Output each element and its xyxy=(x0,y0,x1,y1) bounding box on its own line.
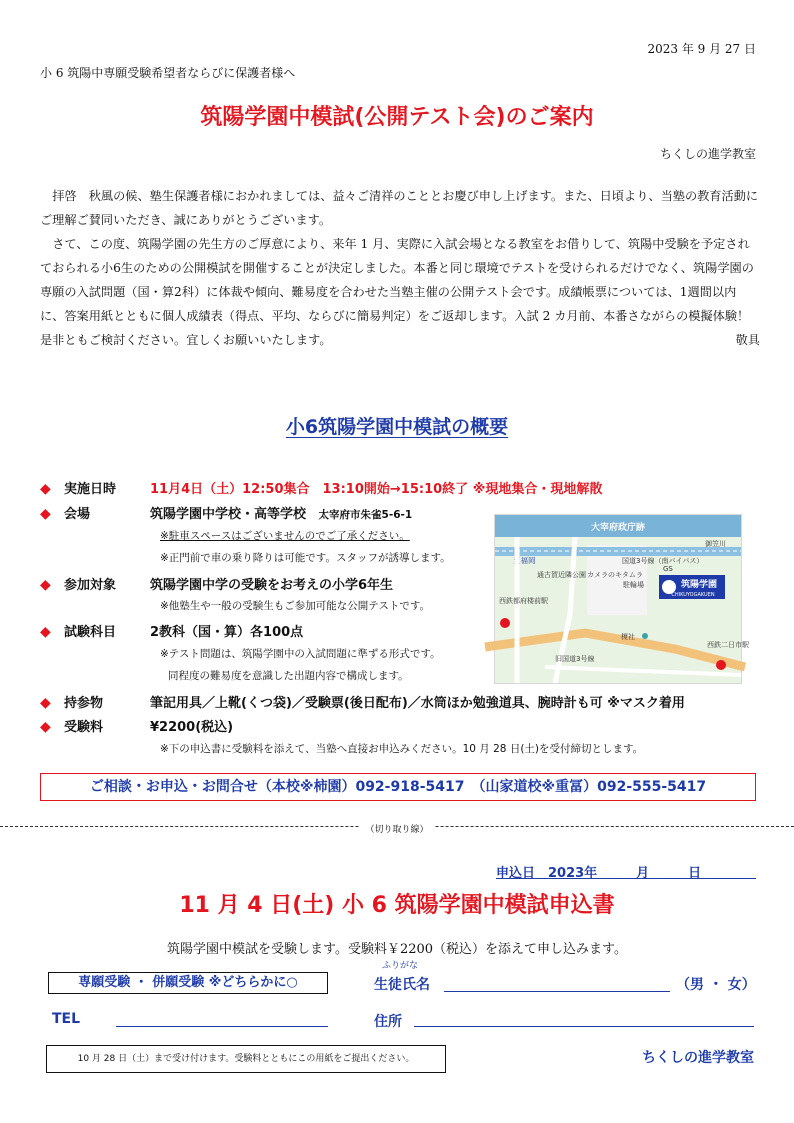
contact-box: ご相談・お申込・お問合せ（本校※柿園）092-918-5417 （山家道校※重冨）092-555-5417 xyxy=(40,773,756,801)
venue-address: 太宰府市朱雀5-6-1 xyxy=(318,509,413,521)
application-date: 申込日 2023年 月 日 xyxy=(496,866,702,881)
map-label-school-romaji: CHIKUYOGAKUEN xyxy=(671,592,715,598)
map-label-top-road: 大宰府政庁跡 xyxy=(590,523,646,533)
address-field[interactable] xyxy=(414,1026,754,1027)
tel-field[interactable] xyxy=(116,1026,328,1027)
map-label-parking: 駐輪場 xyxy=(623,581,644,589)
test-note-1: ※テスト問題は、筑陽学園中の入試問題に準ずる形式です。 xyxy=(160,648,441,660)
map-label-old-route: 旧国道3号線 xyxy=(555,655,595,663)
diamond-bullet-icon: ◆ xyxy=(40,506,51,522)
datetime-value: 11月4日（土）12:50集合 13:10開始→15:10終了 ※現地集合・現地解散 xyxy=(150,482,603,497)
addressee: 小 6 筑陽中専願受験希望者ならびに保護者様へ xyxy=(40,66,296,80)
fee-value: ¥2200(税込) xyxy=(150,720,234,735)
map-label-station1: 西鉄都府楼前駅 xyxy=(499,597,548,605)
fee-note: ※下の申込書に受験料を添えて、当塾へ直接お申込みください。10 月 28 日(土)を受付締切とします。 xyxy=(160,743,644,755)
overview-item-datetime: ◆ 実施日時 11月4日（土）12:50集合 13:10開始→15:10終了 ※現地集合・現地解散 xyxy=(40,481,603,497)
tel-label: TEL xyxy=(52,1011,81,1027)
diamond-bullet-icon: ◆ xyxy=(40,624,51,640)
deadline-notice: 10 月 28 日（土）まで受け付けます。受験料とともにこの用紙をご提出ください。 xyxy=(46,1045,446,1073)
map-label-school: 筑陽学園 xyxy=(680,580,718,590)
student-name-label: 生徒氏名 xyxy=(374,977,430,993)
application-date-underline xyxy=(496,878,756,879)
map-label-shrine: 榎社 xyxy=(621,633,635,641)
map-graphic xyxy=(495,515,749,683)
others-note: ※他塾生や一般の受験生もご参加可能な公開テストです。 xyxy=(160,600,431,612)
belongings-value: 筆記用具／上靴(くつ袋)／受験票(後日配布)／水筒ほか勉強道具、腕時計も可 ※マスク着用 xyxy=(150,696,685,711)
map-label-station2: 西鉄二日市駅 xyxy=(707,641,749,649)
dropoff-note: ※正門前で車の乗り降りは可能です。スタッフが誘導します。 xyxy=(160,552,451,564)
form-title: 11 月 4 日(土) 小 6 筑陽学園中模試申込書 xyxy=(179,893,615,918)
target-value: 筑陽学園中学の受験をお考えの小学6年生 xyxy=(150,578,394,593)
student-name-field[interactable] xyxy=(444,991,670,992)
form-statement: 筑陽学園中模試を受験します。受験料￥2200（税込）を添えて申し込みます。 xyxy=(166,942,627,957)
map-label-gs: GS xyxy=(663,565,673,573)
cut-line-label: （切り取り線） xyxy=(0,822,794,835)
map-label-store: カメラのキタムラ xyxy=(587,571,643,579)
closing: 敬具 xyxy=(735,333,760,347)
diamond-bullet-icon: ◆ xyxy=(40,577,51,593)
subjects-value: 2教科（国・算）各100点 xyxy=(150,625,304,640)
station-marker-icon xyxy=(500,618,510,628)
station-marker-icon xyxy=(716,660,726,670)
test-note-2: 同程度の難易度を意識した出題内容で構成します。 xyxy=(168,670,409,682)
overview-title: 小6筑陽学園中模試の概要 xyxy=(285,416,509,438)
map-label-route3: 国道3号線（南バイパス） xyxy=(622,557,704,565)
diamond-bullet-icon: ◆ xyxy=(40,481,51,497)
address-label: 住所 xyxy=(374,1014,402,1030)
diamond-bullet-icon: ◆ xyxy=(40,695,51,711)
letter-body xyxy=(40,184,760,352)
overview-item-venue: ◆ 会場 筑陽学園中学校・高等学校 太宰府市朱雀5-6-1 xyxy=(40,506,413,522)
overview-item-belongings: ◆ 持参物 筆記用具／上靴(くつ袋)／受験票(後日配布)／水筒ほか勉強道具、腕時計も可 ※マスク着用 xyxy=(40,695,685,711)
furigana-label: ふりがな xyxy=(382,961,419,971)
venue-value: 筑陽学園中学校・高等学校 xyxy=(150,507,307,522)
exam-type-box[interactable]: 専願受験 ・ 併願受験 ※どちらかに○ xyxy=(48,972,328,994)
map-label-stream: 御笠川 xyxy=(705,540,726,548)
letter-paragraph: 拝啓 秋風の候、塾生保護者様におかれましては、益々ご清祥のこととお慶び申し上げます。また、日頃より、当塾の教育活動にご理解ご賛同いただき、誠にありがとうございます。 xyxy=(40,189,759,227)
access-map xyxy=(494,514,749,684)
page-title: 筑陽学園中模試(公開テスト会)のご案内 xyxy=(200,105,594,130)
map-label-park: 通古賀近隣公園 xyxy=(537,571,586,579)
diamond-bullet-icon: ◆ xyxy=(40,719,51,735)
gender-choice[interactable]: （男 ・ 女） xyxy=(676,977,756,993)
overview-item-subjects: ◆ 試験科目 2教科（国・算）各100点 xyxy=(40,624,304,640)
parking-note: ※駐車スペースはございませんのでご了承ください。 xyxy=(160,530,410,542)
map-label-fukuoka: 至福岡 xyxy=(513,556,536,565)
letter-paragraph: さて、この度、筑陽学園の先生方のご厚意により、来年 1 月、実際に入試会場となる教室をお借りして、筑陽中受験を予定されておられる小6生のための公開模試を開催することが決定しました。本番と同じ環境でテストを受けられるだけでなく、筑陽学園の専願の入試問題（国・算2科）に体裁や傾向、難易度を合わせた当塾主催の公開テスト会です。成績帳票については、1週間以内に、答案用紙とともに個人成績表（得点、平均、ならびに簡易判定）をご返却します。入試 2 カ月前、本番さながらの模擬体験！是非ともご検討ください。宜しくお願いいたします。 敬具 xyxy=(40,232,760,352)
shrine-marker-icon xyxy=(642,633,648,639)
overview-item-target: ◆ 参加対象 筑陽学園中学の受験をお考えの小学6年生 xyxy=(40,577,394,593)
overview-item-fee: ◆ 受験料 ¥2200(税込) xyxy=(40,719,234,735)
school-name: ちくしの進学教室 xyxy=(659,147,756,161)
document-date: 2023 年 9 月 27 日 xyxy=(647,42,756,56)
school-name-footer: ちくしの進学教室 xyxy=(642,1050,754,1066)
